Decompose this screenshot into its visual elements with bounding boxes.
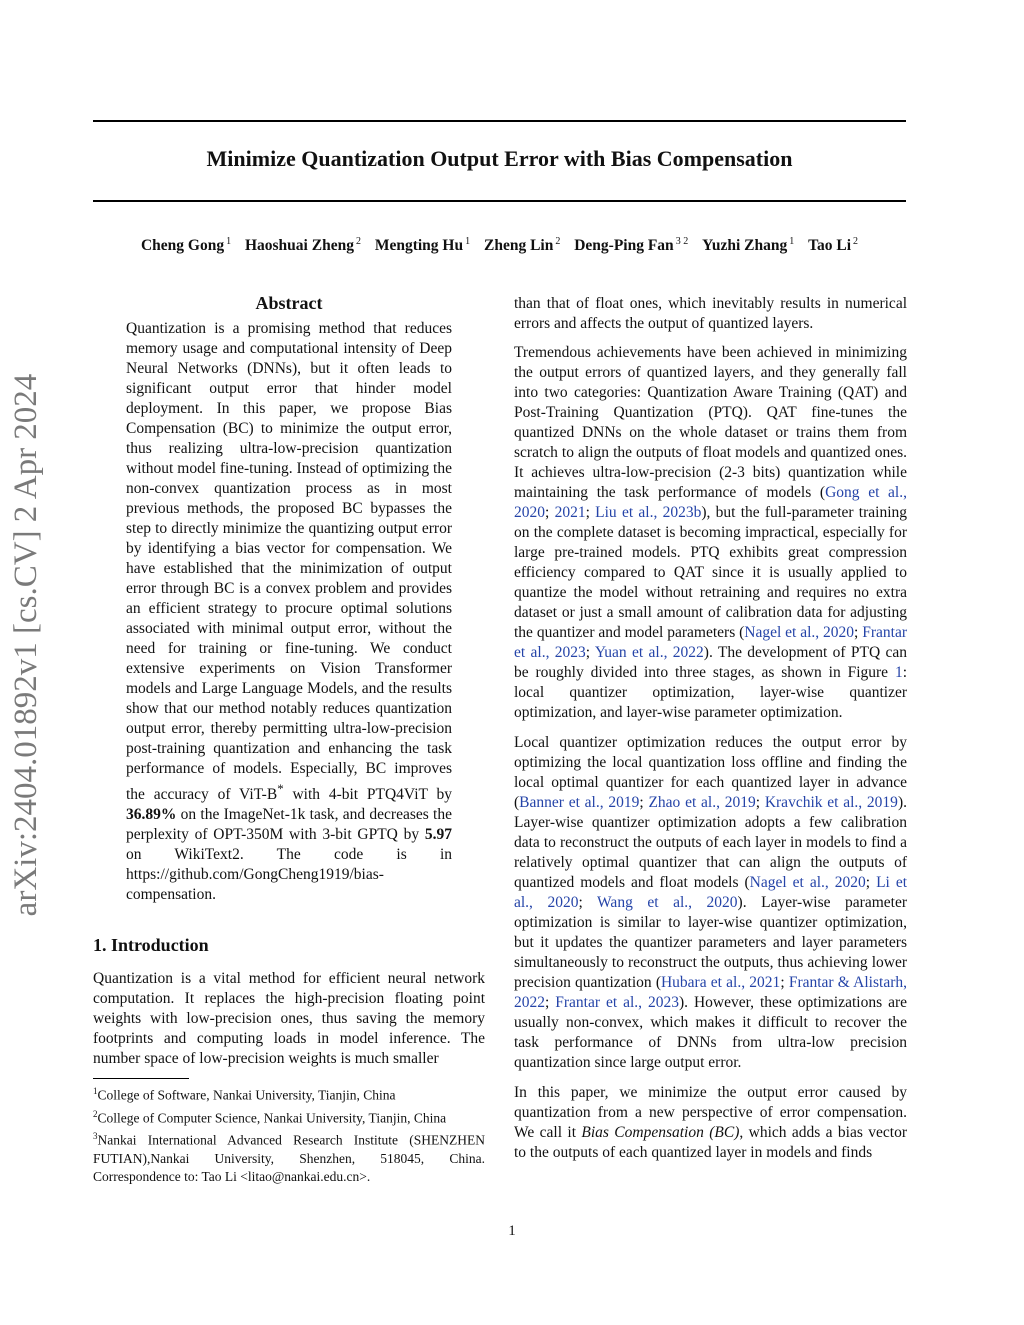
- method-name: Bias Compensation (BC): [581, 1124, 740, 1141]
- author: Zheng Lin $^2$: [483, 236, 561, 255]
- citation-link[interactable]: Banner et al., 2019: [519, 794, 640, 811]
- footnote: $^3$Nankai International Advanced Research Institute (SHENZHEN FUTIAN),Nankai University, Shenzhen, 518045, China. Correspondence to: Tao Li <litao@nankai.edu.cn>.: [93, 1131, 485, 1184]
- author-list: [93, 236, 906, 255]
- introduction-text: Quantization is a vital method for efficient neural network computation. It replaces the high-precision floating point weights with low-precision ones, thus saving the memory footprints and computing loads in model inference. The number space of low-precision weights is much smaller: [93, 970, 485, 1067]
- author: Tao Li $^2$: [808, 236, 859, 255]
- right-column: [514, 294, 907, 1173]
- citation-link[interactable]: Nagel et al., 2020: [749, 874, 866, 891]
- abstract-text: Quantization is a promising method that reduces memory usage and computational intensity of Deep Neural Networks (DNNs), but it often leads to significant output error that hinder model deployment. In this paper, we propose Bias Compensation (BC) to minimize the output error, thus realizing ultra-low-precision quantization without model fine-tuning. Instead of optimizing the non-convex quantization process as in most previous methods, the proposed BC bypasses the step to directly minimize the quantizing output error by identifying a bias vector for compensation. We have established that the minimization of output error through BC is a convex problem and provides an efficient strategy to procure optimal solutions associated with minimal output error, without the need for training or fine-tuning. We conduct extensive experiments on Vision Transformer models and Large Language Models, and the results show that our method notably reduces quantization output error, thereby permitting ultra-low-precision post-training quantization and enhancing the task performance of models. Especially, BC improves the accuracy of ViT-B* with 4-bit PTQ4ViT by 36.89% on the ImageNet-1k task, and decreases the perplexity of OPT-350M with 3-bit GPTQ by 5.97 on WikiText2. The code is in https://github.com/GongCheng1919/bias-compensation.: [126, 320, 453, 904]
- footnotes: [93, 1082, 485, 1186]
- footnote-rule: [93, 1078, 189, 1079]
- citation-link[interactable]: Yuan et al., 2022: [594, 644, 704, 661]
- author: Deng-Ping Fan $^{3 2}$: [574, 236, 689, 255]
- citation-link[interactable]: Frantar & Alistarh, 2022: [514, 974, 907, 1011]
- citation-link[interactable]: Frantar et al., 2023: [555, 994, 679, 1011]
- page-number: 1: [508, 1223, 516, 1239]
- accuracy-gain: 36.89%: [126, 806, 177, 824]
- author: Haoshuai Zheng $^2$: [244, 236, 361, 255]
- perplexity-gain: 5.97: [424, 826, 452, 844]
- citation-link[interactable]: Zhao et al., 2019: [648, 794, 756, 811]
- author: Mengting Hu $^1$: [374, 236, 471, 255]
- citation-link[interactable]: Gong et al., 2020: [514, 484, 907, 521]
- citation-link[interactable]: 2021: [554, 504, 586, 521]
- author: Cheng Gong $^1$: [140, 236, 232, 255]
- citation-link[interactable]: Nagel et al., 2020: [744, 624, 855, 641]
- arxiv-identifier-stamp: arXiv:2404.01892v1 [cs.CV] 2 Apr 2024: [8, 373, 44, 917]
- footnote: $^1$College of Software, Nankai University, Tianjin, China: [93, 1086, 396, 1103]
- paragraph: In this paper, we minimize the output error caused by quantization from a new perspective of error compensation. We call it Bias Compensation (BC), which adds a bias vector to the outputs of each quantized layer in models and finds: [514, 1084, 907, 1161]
- citation-link[interactable]: Kravchik et al., 2019: [764, 794, 898, 811]
- bottom-rule: [93, 200, 906, 202]
- citation-link[interactable]: Li et al., 2020: [514, 874, 908, 911]
- section-heading-introduction: 1. Introduction: [93, 935, 209, 955]
- paragraph: than that of float ones, which inevitably results in numerical errors and affects the output of quantized layers.: [514, 295, 907, 332]
- top-rule: [93, 120, 906, 122]
- citation-link[interactable]: Wang et al., 2020: [597, 894, 738, 911]
- paper-title: Minimize Quantization Output Error with Bias Compensation: [206, 146, 793, 171]
- figure-reference-link[interactable]: 1: [894, 664, 903, 681]
- paragraph: Tremendous achievements have been achieved in minimizing the output errors of quantized layers, and they generally fall into two categories: Quantization Aware Training (QAT) and Post-Training Quantization (PTQ). QAT fine-tunes the quantized DNNs on the whole dataset or trains them from scratch to align the outputs of float models and quantized ones. It achieves ultra-low-precision (2-3 bits) quantization while maintaining the task performance of models (Gong et al., 2020; 2021; Liu et al., 2023b), but the full-parameter training on the complete dataset is becoming impractical, especially for large pre-trained models. PTQ exhibits great compression efficiency compared to QAT since it is usually applied to quantize the model without retraining and requires no extra dataset or just a small amount of calibration data for adjusting the quantizer and model parameters (Nagel et al., 2020; Frantar et al., 2023; Yuan et al., 2022). The development of PTQ can be roughly divided into three stages, as shown in Figure 1: local quantizer optimization, layer-wise quantizer optimization, and layer-wise parameter optimization.: [514, 344, 908, 721]
- citation-link[interactable]: Liu et al., 2023b: [595, 504, 702, 521]
- citation-link[interactable]: Frantar et al., 2023: [514, 624, 907, 661]
- abstract-heading: Abstract: [255, 293, 323, 313]
- paragraph: Local quantizer optimization reduces the output error by optimizing the local quantization loss offline and finding the local optimal quantizer for each quantized layer in advance (Banner et al., 2019; Zhao et al., 2019; Kravchik et al., 2019). Layer-wise quantizer optimization adopts a few calibration data to reconstruct the outputs of each layer in models to find a relatively optimal quantizer that can align the outputs of quantized models and float models (Nagel et al., 2020; Li et al., 2020; Wang et al., 2020). Layer-wise parameter optimization is similar to layer-wise quantizer optimization, but it updates the quantizer parameters and layer parameters simultaneously to reconstruct the outputs, thus achieving lower precision quantization (Hubara et al., 2021; Frantar & Alistarh, 2022; Frantar et al., 2023). However, these optimizations are usually non-convex, which makes it difficult to recover the task performance of DNNs from ultra-low precision quantization since large output error.: [514, 734, 908, 1071]
- author: Yuzhi Zhang $^1$: [702, 236, 795, 255]
- footnote: $^2$College of Computer Science, Nankai University, Tianjin, China: [93, 1108, 447, 1125]
- citation-link[interactable]: Hubara et al., 2021: [660, 974, 781, 991]
